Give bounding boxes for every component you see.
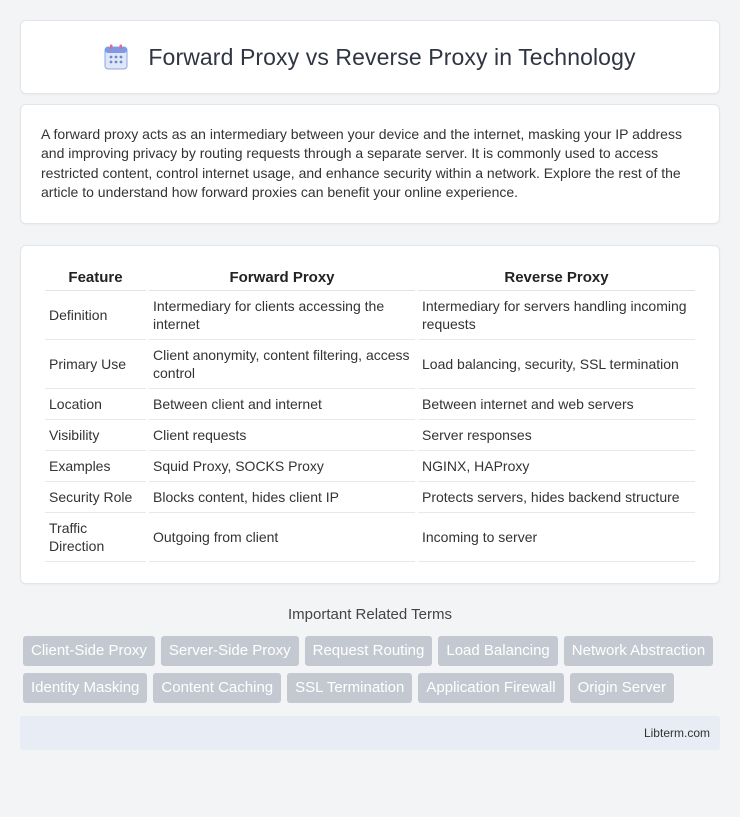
table-row — [45, 291, 695, 340]
feature-cell: Visibility — [45, 420, 146, 451]
table-row — [45, 482, 695, 513]
term-tag[interactable]: SSL Termination — [287, 673, 412, 703]
reverse-proxy-cell: Incoming to server — [418, 513, 695, 562]
related-terms-title: Important Related Terms — [288, 606, 452, 624]
term-tag[interactable]: Content Caching — [153, 673, 281, 703]
table-row — [45, 340, 695, 389]
footer-site-link[interactable]: Libterm.com — [643, 726, 710, 741]
forward-proxy-cell: Client requests — [149, 420, 415, 451]
page-footer — [20, 716, 720, 750]
feature-cell: Definition — [45, 291, 146, 340]
term-tag[interactable]: Client-Side Proxy — [23, 636, 155, 666]
reverse-proxy-cell: Intermediary for servers handling incoming requests — [418, 291, 695, 340]
page-header — [20, 20, 720, 94]
column-header-reverse-proxy: Reverse Proxy — [418, 264, 695, 291]
forward-proxy-cell: Blocks content, hides client IP — [149, 482, 415, 513]
feature-cell: Location — [45, 389, 146, 420]
comparison-table — [42, 264, 698, 562]
table-row — [45, 420, 695, 451]
related-terms-list — [20, 636, 720, 703]
term-tag[interactable]: Server-Side Proxy — [161, 636, 299, 666]
table-row — [45, 513, 695, 562]
forward-proxy-cell: Intermediary for clients accessing the internet — [149, 291, 415, 340]
feature-cell: Primary Use — [45, 340, 146, 389]
calendar-icon — [104, 44, 128, 70]
reverse-proxy-cell: Protects servers, hides backend structure — [418, 482, 695, 513]
term-tag[interactable]: Identity Masking — [23, 673, 147, 703]
table-header-row — [45, 264, 695, 291]
feature-cell: Traffic Direction — [45, 513, 146, 562]
intro-card — [20, 104, 720, 224]
forward-proxy-cell: Client anonymity, content filtering, access control — [149, 340, 415, 389]
term-tag[interactable]: Load Balancing — [438, 636, 557, 666]
forward-proxy-cell: Outgoing from client — [149, 513, 415, 562]
term-tag[interactable]: Application Firewall — [418, 673, 563, 703]
feature-cell: Security Role — [45, 482, 146, 513]
reverse-proxy-cell: Load balancing, security, SSL termination — [418, 340, 695, 389]
intro-text: A forward proxy acts as an intermediary between your device and the internet, masking your IP address and improving privacy by routing requests through a separate server. It is commonly used to access restricted content, control internet usage, and enhance security within a network. Explore the rest of the article to understand how forward proxies can benefit your online experience. — [41, 126, 682, 200]
column-header-forward-proxy: Forward Proxy — [149, 264, 415, 291]
table-row — [45, 389, 695, 420]
reverse-proxy-cell: Between internet and web servers — [418, 389, 695, 420]
reverse-proxy-cell: NGINX, HAProxy — [418, 451, 695, 482]
reverse-proxy-cell: Server responses — [418, 420, 695, 451]
table-row — [45, 451, 695, 482]
term-tag[interactable]: Origin Server — [570, 673, 674, 703]
feature-cell: Examples — [45, 451, 146, 482]
term-tag[interactable]: Network Abstraction — [564, 636, 713, 666]
term-tag[interactable]: Request Routing — [305, 636, 433, 666]
comparison-card — [20, 245, 720, 584]
column-header-feature: Feature — [45, 264, 146, 291]
page-title: Forward Proxy vs Reverse Proxy in Technology — [148, 43, 636, 70]
forward-proxy-cell: Between client and internet — [149, 389, 415, 420]
forward-proxy-cell: Squid Proxy, SOCKS Proxy — [149, 451, 415, 482]
